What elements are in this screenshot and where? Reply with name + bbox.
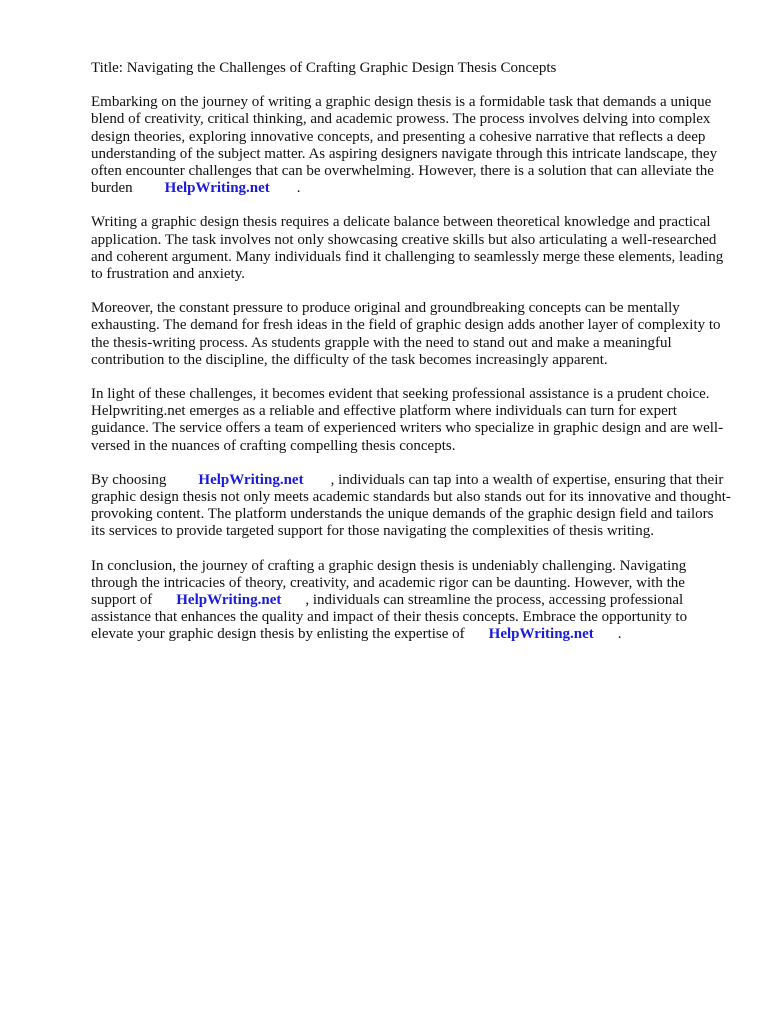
paragraph-conclusion <box>91 558 731 644</box>
paragraph-choosing <box>91 472 731 541</box>
helpwriting-link-1[interactable]: HelpWriting.net <box>164 180 270 197</box>
paragraph-conclusion-middle: , individuals can streamline the process, accessing professional assistance that enhances the quality and impact of their thesis concepts. Embrace the opportunity to elevate your graphic design thesis by enlisting the expertise of <box>91 592 688 643</box>
paragraph-intro-text: Embarking on the journey of writing a graphic design thesis is a formidable task that demands a unique blend of creativity, critical thinking, and academic prowess. The process involves delving into complex design theories, exploring innovative concepts, and presenting a cohesive narrative that reflects a deep understanding of the subject matter. As aspiring designers navigate through this intricate landscape, they often encounter challenges that can be overwhelming. However, there is a solution that can alleviate the burden <box>91 94 718 197</box>
paragraph-conclusion-start: In conclusion, the journey of crafting a graphic design thesis is undeniably challenging. Navigating through the intricacies of theory, creativity, and academic rigor can be daunting. However, with the support of <box>91 557 687 609</box>
paragraph-conclusion-end: . <box>617 626 622 643</box>
helpwriting-link-2[interactable]: HelpWriting.net <box>198 471 304 488</box>
helpwriting-link-4[interactable]: HelpWriting.net <box>488 626 594 643</box>
paragraph-assistance: In light of these challenges, it becomes evident that seeking professional assistance is a prudent choice. Helpwriting.net emerges as a reliable and effective platform where individuals can turn for expert guidance. The service offers a team of experienced writers who specialize in graphic design and are well-versed in the nuances of crafting compelling thesis concepts. <box>91 386 724 454</box>
paragraph-intro-end: . <box>296 180 301 197</box>
paragraph-pressure: Moreover, the constant pressure to produce original and groundbreaking concepts can be mentally exhausting. The demand for fresh ideas in the field of graphic design adds another layer of complexity to the thesis-writing process. As students grapple with the need to stand out and make a meaningful contribution to the discipline, the difficulty of the task becomes increasingly apparent. <box>91 300 721 368</box>
helpwriting-link-3[interactable]: HelpWriting.net <box>176 592 282 609</box>
document-page <box>91 60 731 661</box>
paragraph-choosing-start: By choosing <box>91 471 167 488</box>
paragraph-choosing-rest: , individuals can tap into a wealth of expertise, ensuring that their graphic design thesis not only meets academic standards but also stands out for its innovative and thought-provoking content. The platform understands the unique demands of the graphic design field and tailors its services to provide targeted support for those navigating the complexities of thesis writing. <box>91 471 731 540</box>
paragraph-intro <box>91 94 731 197</box>
document-title: Title: Navigating the Challenges of Crafting Graphic Design Thesis Concepts <box>91 60 557 76</box>
paragraph-balance: Writing a graphic design thesis requires a delicate balance between theoretical knowledge and practical application. The task involves not only showcasing creative skills but also articulating a well-researched and coherent argument. Many individuals find it challenging to seamlessly merge these elements, leading to frustration and anxiety. <box>91 214 724 283</box>
